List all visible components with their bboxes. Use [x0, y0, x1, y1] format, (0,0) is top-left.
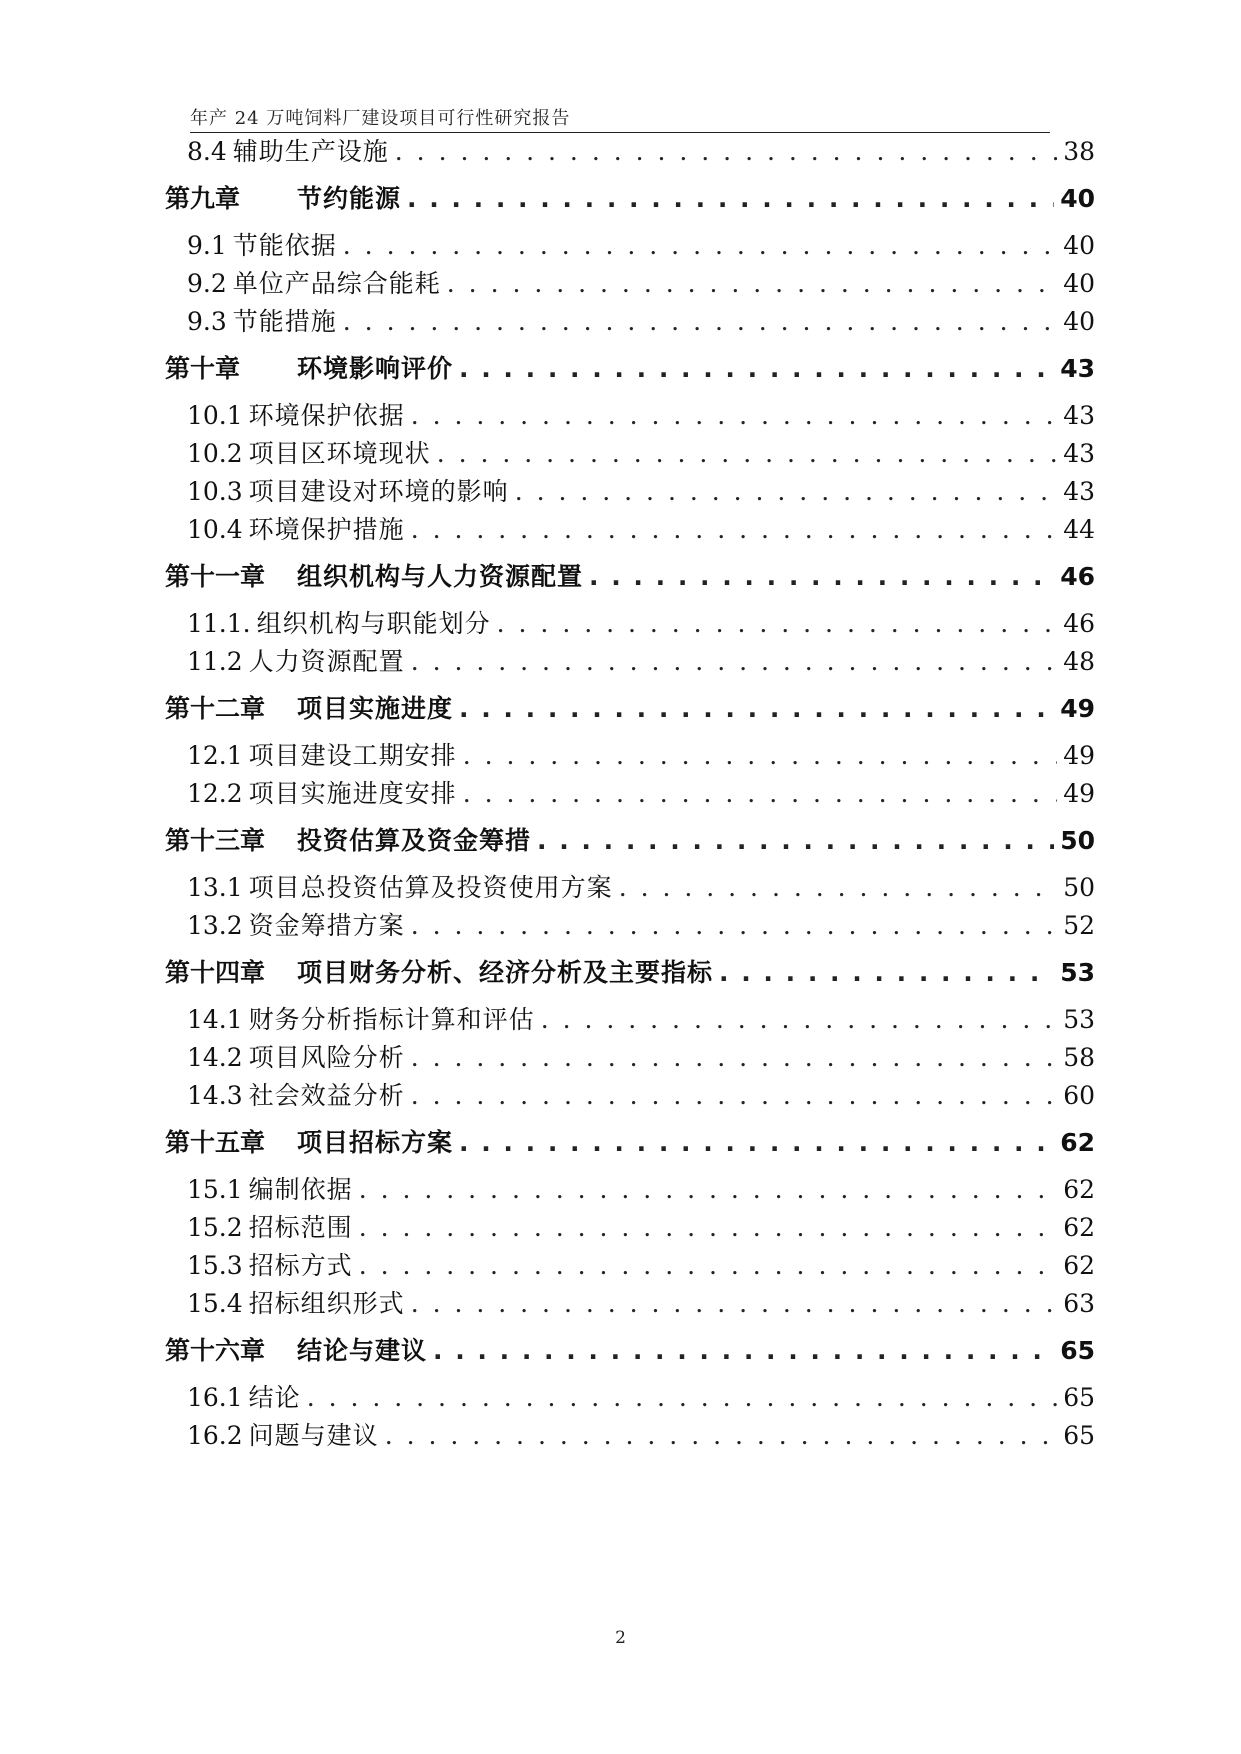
toc-entry-title: 组织机构与人力资源配置	[297, 562, 584, 591]
toc-chapter-entry[interactable]	[165, 344, 1095, 394]
toc-entry-page: 65	[1063, 1421, 1095, 1450]
toc-entry-title: 项目区环境现状	[248, 439, 431, 468]
toc-entry-number: 第十二章	[165, 694, 266, 723]
toc-section-entry[interactable]	[165, 1077, 1095, 1115]
toc-dot-leader	[537, 816, 1054, 866]
toc-section-entry[interactable]	[165, 1001, 1095, 1039]
toc-dot-leader	[359, 1209, 1058, 1247]
toc-entry-title: 节约能源	[297, 184, 402, 213]
toc-dot-leader	[359, 1247, 1058, 1285]
toc-entry-page: 53	[1063, 1005, 1095, 1034]
toc-section-entry[interactable]	[165, 1209, 1095, 1247]
toc-entry-page: 46	[1063, 609, 1095, 638]
toc-entry-number: 12.2	[187, 779, 243, 808]
toc-entry-number: 9.2	[187, 269, 227, 298]
toc-entry-page: 43	[1060, 354, 1095, 383]
toc-entry-title: 编制依据	[248, 1175, 353, 1204]
page-header	[190, 104, 1050, 134]
toc-dot-leader	[407, 174, 1054, 224]
toc-section-entry[interactable]	[165, 1247, 1095, 1285]
toc-entry-title: 结论	[248, 1383, 301, 1412]
toc-entry-title: 辅助生产设施	[232, 137, 389, 166]
toc-entry-page: 40	[1063, 269, 1095, 298]
toc-section-entry[interactable]	[165, 643, 1095, 681]
toc-entry-title: 招标方式	[248, 1251, 353, 1280]
toc-entry-title: 项目建设对环境的影响	[248, 477, 509, 506]
toc-dot-leader	[589, 552, 1054, 602]
toc-dot-leader	[411, 397, 1058, 435]
toc-entry-page: 46	[1060, 562, 1095, 591]
toc-entry-title: 环境保护措施	[248, 515, 405, 544]
page-number: 2	[615, 1628, 626, 1648]
toc-section-entry[interactable]	[165, 435, 1095, 473]
toc-entry-page: 58	[1063, 1043, 1095, 1072]
toc-entry-page: 43	[1063, 477, 1095, 506]
toc-entry-page: 62	[1060, 1128, 1095, 1157]
toc-entry-title: 单位产品综合能耗	[232, 269, 441, 298]
toc-entry-title: 招标范围	[248, 1213, 353, 1242]
toc-entry-title: 项目建设工期安排	[248, 741, 457, 770]
toc-entry-title: 项目风险分析	[248, 1043, 405, 1072]
toc-dot-leader	[411, 1285, 1058, 1323]
toc-dot-leader	[463, 775, 1058, 813]
toc-section-entry[interactable]	[165, 473, 1095, 511]
toc-entry-page: 49	[1063, 741, 1095, 770]
toc-entry-title: 问题与建议	[248, 1421, 379, 1450]
toc-entry-page: 62	[1063, 1251, 1095, 1280]
toc-section-entry[interactable]	[165, 605, 1095, 643]
toc-entry-number: 第九章	[165, 184, 241, 213]
toc-entry-title: 结论与建议	[297, 1336, 428, 1365]
toc-entry-number: 11.1.	[187, 609, 251, 638]
toc-entry-number: 16.1	[187, 1383, 243, 1412]
toc-dot-leader	[541, 1001, 1058, 1039]
toc-entry-page: 43	[1063, 439, 1095, 468]
toc-entry-title: 项目财务分析、经济分析及主要指标	[297, 958, 714, 987]
toc-entry-page: 65	[1063, 1383, 1095, 1412]
toc-entry-page: 50	[1063, 873, 1095, 902]
toc-dot-leader	[307, 1379, 1058, 1417]
toc-chapter-entry[interactable]	[165, 948, 1095, 998]
toc-entry-number: 15.2	[187, 1213, 243, 1242]
toc-entry-number: 14.3	[187, 1081, 243, 1110]
toc-dot-leader	[447, 265, 1057, 303]
toc-entry-number: 15.1	[187, 1175, 243, 1204]
toc-entry-page: 38	[1063, 137, 1095, 166]
toc-entry-number: 第十章	[165, 354, 241, 383]
table-of-contents	[165, 133, 1095, 1458]
toc-entry-page: 65	[1060, 1336, 1095, 1365]
toc-entry-number: 14.2	[187, 1043, 243, 1072]
toc-entry-number: 10.4	[187, 515, 243, 544]
toc-dot-leader	[343, 227, 1057, 265]
toc-entry-number: 9.3	[187, 307, 227, 336]
toc-entry-title: 人力资源配置	[248, 647, 405, 676]
toc-entry-number: 10.1	[187, 401, 243, 430]
toc-entry-number: 15.4	[187, 1289, 243, 1318]
toc-entry-page: 44	[1063, 515, 1095, 544]
toc-entry-title: 项目实施进度	[297, 694, 454, 723]
toc-dot-leader	[433, 1326, 1054, 1376]
toc-entry-page: 40	[1063, 231, 1095, 260]
toc-dot-leader	[459, 344, 1054, 394]
toc-dot-leader	[411, 643, 1058, 681]
toc-entry-title: 节能措施	[232, 307, 337, 336]
toc-dot-leader	[515, 473, 1058, 511]
toc-dot-leader	[343, 303, 1057, 341]
toc-entry-title: 招标组织形式	[248, 1289, 405, 1318]
toc-chapter-entry[interactable]	[165, 816, 1095, 866]
toc-chapter-entry[interactable]	[165, 1118, 1095, 1168]
toc-entry-title: 社会效益分析	[248, 1081, 405, 1110]
toc-dot-leader	[411, 907, 1058, 945]
toc-entry-title: 节能依据	[232, 231, 337, 260]
toc-entry-number: 第十六章	[165, 1336, 266, 1365]
toc-entry-number: 10.3	[187, 477, 243, 506]
toc-entry-number: 10.2	[187, 439, 243, 468]
toc-entry-title: 财务分析指标计算和评估	[248, 1005, 535, 1034]
toc-dot-leader	[411, 511, 1058, 549]
toc-dot-leader	[459, 1118, 1054, 1168]
toc-section-entry[interactable]	[165, 1171, 1095, 1209]
toc-entry-page: 48	[1063, 647, 1095, 676]
toc-dot-leader	[359, 1171, 1058, 1209]
toc-entry-number: 8.4	[187, 137, 227, 166]
toc-entry-number: 第十四章	[165, 958, 266, 987]
toc-section-entry[interactable]	[165, 907, 1095, 945]
toc-entry-number: 9.1	[187, 231, 227, 260]
toc-entry-number: 第十一章	[165, 562, 266, 591]
toc-dot-leader	[411, 1077, 1058, 1115]
toc-entry-number: 15.3	[187, 1251, 243, 1280]
toc-chapter-entry[interactable]	[165, 552, 1095, 602]
toc-entry-number: 13.1	[187, 873, 243, 902]
toc-entry-page: 62	[1063, 1213, 1095, 1242]
toc-entry-title: 项目招标方案	[297, 1128, 454, 1157]
toc-entry-title: 投资估算及资金筹措	[297, 826, 532, 855]
toc-entry-page: 53	[1060, 958, 1095, 987]
toc-entry-title: 环境影响评价	[297, 354, 454, 383]
toc-entry-title: 组织机构与职能划分	[256, 609, 491, 638]
toc-entry-page: 50	[1060, 826, 1095, 855]
toc-entry-page: 40	[1063, 307, 1095, 336]
toc-dot-leader	[497, 605, 1058, 643]
toc-dot-leader	[463, 737, 1058, 775]
toc-section-entry[interactable]	[165, 397, 1095, 435]
toc-entry-title: 项目总投资估算及投资使用方案	[248, 873, 613, 902]
toc-section-entry[interactable]	[165, 775, 1095, 813]
toc-entry-page: 43	[1063, 401, 1095, 430]
toc-dot-leader	[459, 684, 1054, 734]
toc-entry-number: 第十五章	[165, 1128, 266, 1157]
toc-entry-title: 资金筹措方案	[248, 911, 405, 940]
toc-dot-leader	[385, 1417, 1058, 1455]
toc-section-entry[interactable]	[165, 511, 1095, 549]
toc-entry-page: 60	[1063, 1081, 1095, 1110]
toc-chapter-entry[interactable]	[165, 174, 1095, 224]
toc-section-entry[interactable]	[165, 1039, 1095, 1077]
toc-dot-leader	[437, 435, 1058, 473]
toc-entry-number: 11.2	[187, 647, 243, 676]
toc-section-entry[interactable]	[165, 1285, 1095, 1323]
toc-entry-title: 项目实施进度安排	[248, 779, 457, 808]
toc-section-entry[interactable]	[165, 737, 1095, 775]
toc-section-entry[interactable]	[165, 303, 1095, 341]
toc-entry-page: 40	[1060, 184, 1095, 213]
toc-entry-page: 49	[1063, 779, 1095, 808]
toc-dot-leader	[619, 869, 1058, 907]
toc-entry-number: 14.1	[187, 1005, 243, 1034]
toc-entry-number: 12.1	[187, 741, 243, 770]
toc-section-entry[interactable]	[165, 265, 1095, 303]
toc-entry-number: 13.2	[187, 911, 243, 940]
document-title: 年产 24 万吨饲料厂建设项目可行性研究报告	[190, 108, 571, 129]
toc-section-entry[interactable]	[165, 133, 1095, 171]
toc-entry-page: 52	[1063, 911, 1095, 940]
toc-entry-number: 第十三章	[165, 826, 266, 855]
toc-entry-page: 62	[1063, 1175, 1095, 1204]
toc-section-entry[interactable]	[165, 869, 1095, 907]
toc-dot-leader	[719, 948, 1054, 998]
toc-entry-number: 16.2	[187, 1421, 243, 1450]
toc-dot-leader	[395, 133, 1057, 171]
toc-section-entry[interactable]	[165, 1379, 1095, 1417]
toc-entry-page: 63	[1063, 1289, 1095, 1318]
toc-section-entry[interactable]	[165, 227, 1095, 265]
toc-chapter-entry[interactable]	[165, 1326, 1095, 1376]
toc-entry-page: 49	[1060, 694, 1095, 723]
toc-section-entry[interactable]	[165, 1417, 1095, 1455]
toc-entry-title: 环境保护依据	[248, 401, 405, 430]
toc-dot-leader	[411, 1039, 1058, 1077]
toc-chapter-entry[interactable]	[165, 684, 1095, 734]
